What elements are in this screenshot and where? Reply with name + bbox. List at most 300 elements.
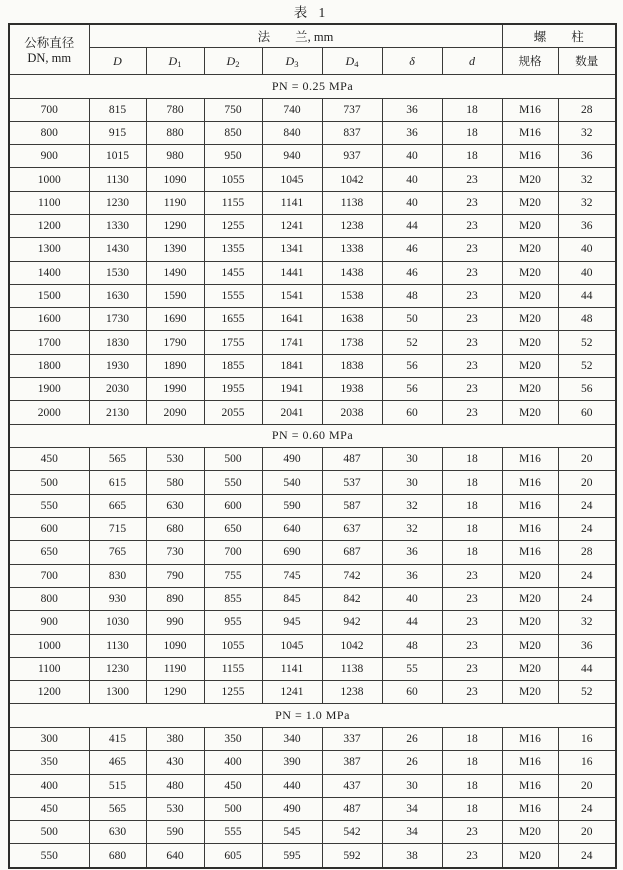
- cell-spec: M20: [502, 401, 558, 424]
- cell-D1: 680: [146, 518, 204, 541]
- cell-D3: 740: [262, 98, 322, 121]
- cell-d: 23: [442, 681, 502, 704]
- cell-D: 1330: [89, 214, 146, 237]
- cell-delta: 26: [382, 727, 442, 750]
- cell-d: 18: [442, 494, 502, 517]
- cell-delta: 34: [382, 797, 442, 820]
- cell-d: 18: [442, 518, 502, 541]
- cell-D3: 945: [262, 611, 322, 634]
- pressure-section-row: [9, 424, 616, 448]
- cell-D4: 1138: [322, 657, 382, 680]
- cell-spec: M20: [502, 331, 558, 354]
- cell-D: 2030: [89, 378, 146, 401]
- header-stud-group: 螺 柱: [502, 24, 616, 48]
- cell-d: 23: [442, 844, 502, 868]
- cell-D: 1130: [89, 168, 146, 191]
- cell-D1: 580: [146, 471, 204, 494]
- cell-DN: 400: [9, 774, 89, 797]
- col-symbol: D: [226, 53, 236, 68]
- cell-D1: 980: [146, 145, 204, 168]
- header-col-D1: [146, 48, 204, 75]
- cell-quantity: 20: [558, 448, 616, 471]
- cell-DN: 1900: [9, 378, 89, 401]
- cell-d: 23: [442, 657, 502, 680]
- cell-d: 18: [442, 121, 502, 144]
- cell-delta: 44: [382, 611, 442, 634]
- cell-spec: M20: [502, 611, 558, 634]
- cell-d: 23: [442, 587, 502, 610]
- header-col-D3: [262, 48, 322, 75]
- cell-quantity: 24: [558, 587, 616, 610]
- cell-quantity: 16: [558, 751, 616, 774]
- cell-D4: 1042: [322, 168, 382, 191]
- col-symbol: D: [168, 53, 178, 68]
- col-subscript: 4: [354, 58, 359, 69]
- cell-D2: 1755: [204, 331, 262, 354]
- cell-d: 23: [442, 191, 502, 214]
- cell-D3: 545: [262, 821, 322, 844]
- col-symbol: D: [285, 53, 295, 68]
- cell-DN: 550: [9, 494, 89, 517]
- cell-d: 23: [442, 238, 502, 261]
- table-row: [9, 145, 616, 168]
- cell-D4: 637: [322, 518, 382, 541]
- cell-D3: 590: [262, 494, 322, 517]
- cell-spec: M16: [502, 797, 558, 820]
- table-row: [9, 214, 616, 237]
- table-row: [9, 844, 616, 868]
- cell-spec: M16: [502, 727, 558, 750]
- cell-delta: 50: [382, 308, 442, 331]
- cell-DN: 300: [9, 727, 89, 750]
- cell-delta: 56: [382, 354, 442, 377]
- table-row: [9, 821, 616, 844]
- cell-D1: 790: [146, 564, 204, 587]
- cell-D: 1430: [89, 238, 146, 261]
- cell-DN: 800: [9, 121, 89, 144]
- cell-D: 1030: [89, 611, 146, 634]
- cell-D1: 780: [146, 98, 204, 121]
- cell-D4: 1738: [322, 331, 382, 354]
- cell-d: 18: [442, 471, 502, 494]
- cell-D3: 1141: [262, 191, 322, 214]
- nominal-diameter-label-cn: 公称直径: [24, 36, 75, 50]
- cell-quantity: 32: [558, 121, 616, 144]
- cell-D3: 940: [262, 145, 322, 168]
- cell-quantity: 52: [558, 331, 616, 354]
- cell-delta: 40: [382, 191, 442, 214]
- table-row: [9, 448, 616, 471]
- cell-delta: 46: [382, 238, 442, 261]
- cell-D1: 1290: [146, 214, 204, 237]
- cell-quantity: 24: [558, 494, 616, 517]
- cell-quantity: 24: [558, 564, 616, 587]
- table-body: [9, 75, 616, 868]
- cell-quantity: 28: [558, 98, 616, 121]
- cell-spec: M20: [502, 844, 558, 868]
- cell-D3: 840: [262, 121, 322, 144]
- cell-D1: 380: [146, 727, 204, 750]
- cell-D2: 1855: [204, 354, 262, 377]
- cell-D2: 1455: [204, 261, 262, 284]
- cell-D3: 1941: [262, 378, 322, 401]
- cell-delta: 46: [382, 261, 442, 284]
- cell-D2: 605: [204, 844, 262, 868]
- table-row: [9, 518, 616, 541]
- table-row: [9, 331, 616, 354]
- cell-d: 23: [442, 331, 502, 354]
- cell-D2: 2055: [204, 401, 262, 424]
- cell-D3: 640: [262, 518, 322, 541]
- cell-spec: M16: [502, 774, 558, 797]
- cell-D4: 1238: [322, 214, 382, 237]
- header-flange-group: 法 兰, mm: [89, 24, 502, 48]
- cell-D1: 1190: [146, 191, 204, 214]
- cell-quantity: 40: [558, 261, 616, 284]
- cell-spec: M20: [502, 634, 558, 657]
- cell-D3: 745: [262, 564, 322, 587]
- cell-D3: 1641: [262, 308, 322, 331]
- cell-D4: 742: [322, 564, 382, 587]
- cell-d: 18: [442, 98, 502, 121]
- cell-D2: 350: [204, 727, 262, 750]
- cell-D1: 990: [146, 611, 204, 634]
- cell-spec: M20: [502, 354, 558, 377]
- cell-D1: 630: [146, 494, 204, 517]
- header-nominal-diameter: [9, 24, 89, 75]
- cell-D2: 1255: [204, 681, 262, 704]
- cell-delta: 36: [382, 541, 442, 564]
- cell-D: 1530: [89, 261, 146, 284]
- cell-delta: 40: [382, 587, 442, 610]
- cell-quantity: 24: [558, 797, 616, 820]
- cell-D4: 2038: [322, 401, 382, 424]
- table-row: [9, 634, 616, 657]
- cell-d: 23: [442, 821, 502, 844]
- cell-D3: 490: [262, 448, 322, 471]
- cell-quantity: 36: [558, 214, 616, 237]
- header-col-d: [442, 48, 502, 75]
- cell-DN: 1500: [9, 284, 89, 307]
- cell-D4: 542: [322, 821, 382, 844]
- cell-D2: 950: [204, 145, 262, 168]
- table-row: [9, 471, 616, 494]
- cell-D4: 387: [322, 751, 382, 774]
- header-col-quantity: 数量: [558, 48, 616, 75]
- cell-spec: M20: [502, 261, 558, 284]
- cell-d: 23: [442, 378, 502, 401]
- cell-D4: 1042: [322, 634, 382, 657]
- cell-quantity: 32: [558, 191, 616, 214]
- cell-D2: 500: [204, 797, 262, 820]
- table-row: [9, 378, 616, 401]
- cell-D2: 1355: [204, 238, 262, 261]
- cell-D4: 1338: [322, 238, 382, 261]
- cell-delta: 30: [382, 448, 442, 471]
- cell-D4: 487: [322, 797, 382, 820]
- cell-DN: 700: [9, 98, 89, 121]
- table-header: [9, 24, 616, 75]
- cell-D1: 530: [146, 448, 204, 471]
- cell-D4: 487: [322, 448, 382, 471]
- cell-DN: 500: [9, 471, 89, 494]
- cell-delta: 44: [382, 214, 442, 237]
- cell-delta: 36: [382, 121, 442, 144]
- header-col-spec: 规格: [502, 48, 558, 75]
- table-row: [9, 98, 616, 121]
- cell-D3: 2041: [262, 401, 322, 424]
- cell-quantity: 44: [558, 657, 616, 680]
- cell-spec: M20: [502, 587, 558, 610]
- header-nominal-diameter-text: [10, 33, 89, 66]
- cell-DN: 1600: [9, 308, 89, 331]
- table-row: [9, 681, 616, 704]
- cell-D2: 600: [204, 494, 262, 517]
- cell-D: 1230: [89, 657, 146, 680]
- header-row-groups: [9, 24, 616, 48]
- cell-D1: 590: [146, 821, 204, 844]
- table-row: [9, 238, 616, 261]
- cell-spec: M20: [502, 821, 558, 844]
- cell-spec: M20: [502, 191, 558, 214]
- cell-spec: M20: [502, 214, 558, 237]
- cell-DN: 2000: [9, 401, 89, 424]
- cell-D1: 730: [146, 541, 204, 564]
- cell-D: 415: [89, 727, 146, 750]
- cell-D: 1015: [89, 145, 146, 168]
- cell-D: 1830: [89, 331, 146, 354]
- cell-d: 18: [442, 797, 502, 820]
- cell-d: 23: [442, 168, 502, 191]
- table-row: [9, 727, 616, 750]
- header-col-D2: [204, 48, 262, 75]
- cell-quantity: 52: [558, 354, 616, 377]
- table-row: [9, 657, 616, 680]
- cell-D1: 1890: [146, 354, 204, 377]
- cell-D: 1630: [89, 284, 146, 307]
- cell-D3: 690: [262, 541, 322, 564]
- cell-delta: 32: [382, 494, 442, 517]
- cell-D2: 700: [204, 541, 262, 564]
- cell-D2: 550: [204, 471, 262, 494]
- cell-D4: 1538: [322, 284, 382, 307]
- cell-D4: 587: [322, 494, 382, 517]
- cell-spec: M16: [502, 98, 558, 121]
- cell-D4: 537: [322, 471, 382, 494]
- cell-D2: 755: [204, 564, 262, 587]
- cell-spec: M16: [502, 121, 558, 144]
- cell-d: 23: [442, 564, 502, 587]
- cell-D2: 1955: [204, 378, 262, 401]
- cell-D3: 1441: [262, 261, 322, 284]
- cell-D: 1130: [89, 634, 146, 657]
- cell-D2: 750: [204, 98, 262, 121]
- cell-D4: 842: [322, 587, 382, 610]
- cell-D4: 1938: [322, 378, 382, 401]
- cell-DN: 1000: [9, 634, 89, 657]
- cell-D: 765: [89, 541, 146, 564]
- cell-D: 1730: [89, 308, 146, 331]
- table-row: [9, 751, 616, 774]
- cell-spec: M16: [502, 541, 558, 564]
- cell-D: 565: [89, 448, 146, 471]
- cell-d: 23: [442, 634, 502, 657]
- cell-D4: 1838: [322, 354, 382, 377]
- cell-delta: 32: [382, 518, 442, 541]
- cell-DN: 650: [9, 541, 89, 564]
- cell-D1: 1490: [146, 261, 204, 284]
- cell-delta: 38: [382, 844, 442, 868]
- cell-spec: M16: [502, 448, 558, 471]
- table-row: [9, 611, 616, 634]
- cell-quantity: 44: [558, 284, 616, 307]
- cell-D: 680: [89, 844, 146, 868]
- cell-D3: 440: [262, 774, 322, 797]
- cell-D2: 1655: [204, 308, 262, 331]
- cell-delta: 52: [382, 331, 442, 354]
- cell-spec: M20: [502, 657, 558, 680]
- cell-D3: 1541: [262, 284, 322, 307]
- col-symbol: D: [345, 53, 355, 68]
- cell-D: 465: [89, 751, 146, 774]
- cell-D1: 1090: [146, 634, 204, 657]
- cell-spec: M16: [502, 494, 558, 517]
- cell-D3: 1841: [262, 354, 322, 377]
- cell-d: 18: [442, 774, 502, 797]
- cell-D4: 1238: [322, 681, 382, 704]
- nominal-diameter-label-dn: DN, mm: [27, 51, 72, 65]
- cell-spec: M16: [502, 145, 558, 168]
- cell-D4: 942: [322, 611, 382, 634]
- cell-D2: 1555: [204, 284, 262, 307]
- cell-DN: 1800: [9, 354, 89, 377]
- cell-D2: 650: [204, 518, 262, 541]
- cell-D: 665: [89, 494, 146, 517]
- cell-quantity: 52: [558, 681, 616, 704]
- pressure-section-label: PN = 0.25 MPa: [9, 75, 616, 99]
- cell-D1: 880: [146, 121, 204, 144]
- pressure-section-row: [9, 704, 616, 728]
- cell-quantity: 48: [558, 308, 616, 331]
- cell-DN: 800: [9, 587, 89, 610]
- cell-D: 2130: [89, 401, 146, 424]
- pressure-section-row: [9, 75, 616, 99]
- cell-D1: 1090: [146, 168, 204, 191]
- cell-D2: 1155: [204, 191, 262, 214]
- cell-D3: 1241: [262, 214, 322, 237]
- cell-D4: 437: [322, 774, 382, 797]
- header-col-D4: [322, 48, 382, 75]
- cell-D3: 1341: [262, 238, 322, 261]
- cell-D3: 595: [262, 844, 322, 868]
- cell-quantity: 32: [558, 168, 616, 191]
- cell-delta: 56: [382, 378, 442, 401]
- col-subscript: 2: [235, 58, 240, 69]
- cell-quantity: 56: [558, 378, 616, 401]
- cell-D4: 837: [322, 121, 382, 144]
- cell-spec: M20: [502, 564, 558, 587]
- cell-D3: 1045: [262, 634, 322, 657]
- cell-spec: M16: [502, 518, 558, 541]
- col-symbol: δ: [409, 53, 415, 68]
- header-col-D: [89, 48, 146, 75]
- cell-D4: 337: [322, 727, 382, 750]
- cell-D: 565: [89, 797, 146, 820]
- cell-DN: 1100: [9, 657, 89, 680]
- cell-D2: 1155: [204, 657, 262, 680]
- table-row: [9, 261, 616, 284]
- table-row: [9, 191, 616, 214]
- col-subscript: 1: [177, 58, 182, 69]
- cell-D3: 1241: [262, 681, 322, 704]
- cell-delta: 48: [382, 284, 442, 307]
- cell-delta: 36: [382, 98, 442, 121]
- cell-D: 715: [89, 518, 146, 541]
- cell-delta: 30: [382, 774, 442, 797]
- cell-D1: 430: [146, 751, 204, 774]
- cell-D4: 1138: [322, 191, 382, 214]
- cell-d: 18: [442, 541, 502, 564]
- cell-delta: 36: [382, 564, 442, 587]
- cell-d: 18: [442, 145, 502, 168]
- col-subscript: 3: [294, 58, 299, 69]
- cell-delta: 34: [382, 821, 442, 844]
- cell-d: 23: [442, 611, 502, 634]
- cell-D2: 1055: [204, 168, 262, 191]
- cell-quantity: 20: [558, 471, 616, 494]
- cell-DN: 1100: [9, 191, 89, 214]
- cell-quantity: 32: [558, 611, 616, 634]
- cell-D: 1230: [89, 191, 146, 214]
- cell-delta: 40: [382, 145, 442, 168]
- cell-DN: 900: [9, 145, 89, 168]
- cell-D1: 530: [146, 797, 204, 820]
- cell-D2: 850: [204, 121, 262, 144]
- cell-DN: 700: [9, 564, 89, 587]
- cell-D1: 1290: [146, 681, 204, 704]
- cell-d: 23: [442, 261, 502, 284]
- cell-D4: 687: [322, 541, 382, 564]
- cell-D2: 400: [204, 751, 262, 774]
- cell-D3: 490: [262, 797, 322, 820]
- cell-D: 815: [89, 98, 146, 121]
- cell-D2: 555: [204, 821, 262, 844]
- cell-D1: 1590: [146, 284, 204, 307]
- table-row: [9, 121, 616, 144]
- cell-d: 23: [442, 214, 502, 237]
- cell-D: 915: [89, 121, 146, 144]
- cell-delta: 60: [382, 401, 442, 424]
- cell-D3: 845: [262, 587, 322, 610]
- table-row: [9, 308, 616, 331]
- cell-D1: 1690: [146, 308, 204, 331]
- table-title: 表 1: [293, 5, 330, 20]
- cell-D1: 1790: [146, 331, 204, 354]
- cell-delta: 55: [382, 657, 442, 680]
- cell-D2: 955: [204, 611, 262, 634]
- cell-D: 1300: [89, 681, 146, 704]
- cell-D3: 1741: [262, 331, 322, 354]
- cell-D: 615: [89, 471, 146, 494]
- cell-spec: M20: [502, 308, 558, 331]
- cell-quantity: 36: [558, 145, 616, 168]
- cell-quantity: 40: [558, 238, 616, 261]
- cell-quantity: 28: [558, 541, 616, 564]
- cell-quantity: 20: [558, 821, 616, 844]
- cell-DN: 900: [9, 611, 89, 634]
- table-row: [9, 494, 616, 517]
- cell-D1: 1190: [146, 657, 204, 680]
